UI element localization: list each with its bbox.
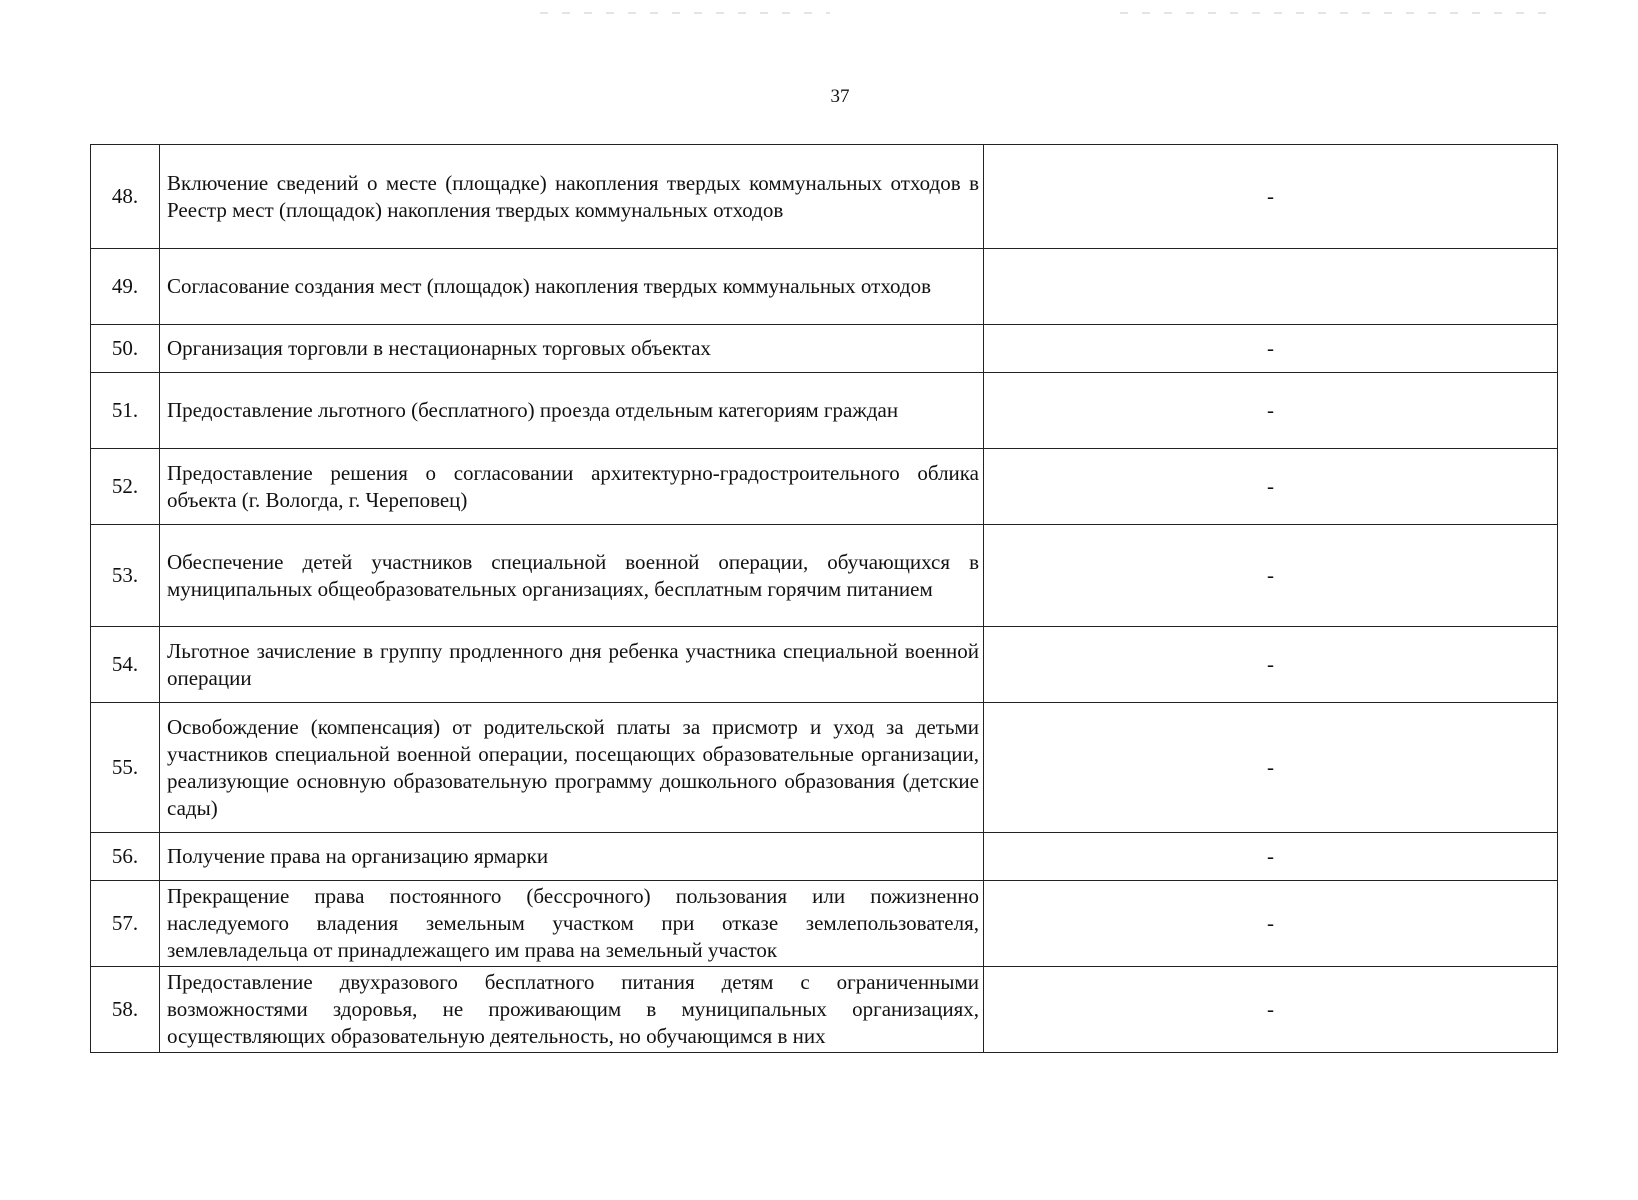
table-row — [91, 833, 1558, 881]
row-description: Освобождение (компенсация) от родительской платы за присмотр и уход за детьми участников специальной военной операции, посещающих образовательные организации, реализующие основную образовательную программу дошкольного образования (детские сады) — [160, 703, 984, 833]
row-description: Обеспечение детей участников специальной военной операции, обучающихся в муниципальных общеобразовательных организациях, бесплатным горячим питанием — [160, 525, 984, 627]
row-number: 49. — [91, 249, 160, 325]
services-table — [90, 144, 1558, 1053]
table-row — [91, 325, 1558, 373]
row-value: - — [984, 145, 1558, 249]
row-value: - — [984, 967, 1558, 1053]
table-row — [91, 249, 1558, 325]
table-row — [91, 627, 1558, 703]
row-number: 50. — [91, 325, 160, 373]
row-number: 48. — [91, 145, 160, 249]
row-number: 57. — [91, 881, 160, 967]
scan-noise-right — [1120, 12, 1560, 14]
row-number: 58. — [91, 967, 160, 1053]
row-description: Льготное зачисление в группу продленного дня ребенка участника специальной военной операции — [160, 627, 984, 703]
row-description: Предоставление решения о согласовании архитектурно-градостроительного облика объекта (г. Вологда, г. Череповец) — [160, 449, 984, 525]
table-row — [91, 703, 1558, 833]
table-row — [91, 449, 1558, 525]
row-description: Организация торговли в нестационарных торговых объектах — [160, 325, 984, 373]
row-description: Включение сведений о месте (площадке) накопления твердых коммунальных отходов в Реестр мест (площадок) накопления твердых коммунальных отходов — [160, 145, 984, 249]
table-row — [91, 881, 1558, 967]
row-description: Предоставление двухразового бесплатного питания детям с ограниченными возможностями здоровья, не проживающим в муниципальных организациях, осуществляющих образовательную деятельность, но обучающимся в них — [160, 967, 984, 1053]
row-description: Предоставление льготного (бесплатного) проезда отдельным категориям граждан — [160, 373, 984, 449]
row-value: - — [984, 325, 1558, 373]
row-description: Согласование создания мест (площадок) накопления твердых коммунальных отходов — [160, 249, 984, 325]
row-value: - — [984, 627, 1558, 703]
row-number: 54. — [91, 627, 160, 703]
row-value: - — [984, 449, 1558, 525]
row-value: - — [984, 881, 1558, 967]
page-number: 37 — [830, 86, 850, 107]
row-number: 55. — [91, 703, 160, 833]
table-row — [91, 967, 1558, 1053]
row-number: 56. — [91, 833, 160, 881]
row-value — [984, 249, 1558, 325]
table-row — [91, 373, 1558, 449]
row-value: - — [984, 373, 1558, 449]
row-number: 51. — [91, 373, 160, 449]
row-value: - — [984, 703, 1558, 833]
row-number: 52. — [91, 449, 160, 525]
row-value: - — [984, 525, 1558, 627]
table-row — [91, 145, 1558, 249]
row-description: Прекращение права постоянного (бессрочного) пользования или пожизненно наследуемого владения земельным участком при отказе землепользователя, землевладельца от принадлежащего им права на земельный участок — [160, 881, 984, 967]
row-number: 53. — [91, 525, 160, 627]
scan-noise-left — [540, 12, 830, 14]
row-description: Получение права на организацию ярмарки — [160, 833, 984, 881]
row-value: - — [984, 833, 1558, 881]
table-row — [91, 525, 1558, 627]
